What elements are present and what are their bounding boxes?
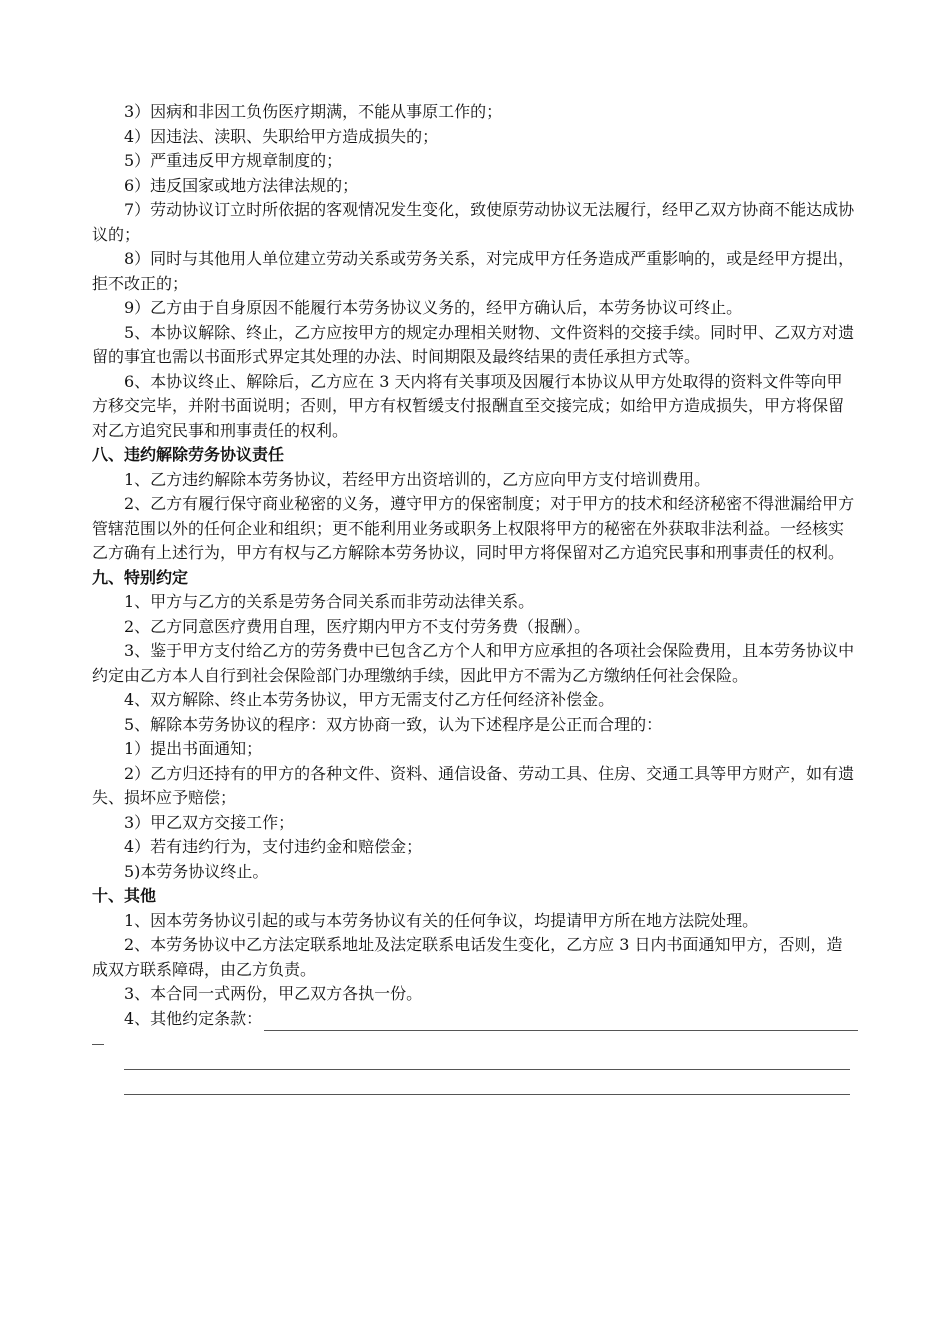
- clause-item: 9）乙方由于自身原因不能履行本劳务协议义务的，经甲方确认后，本劳务协议可终止。: [124, 298, 743, 317]
- other-terms-blank-line[interactable]: [264, 1012, 858, 1031]
- clause-item: 1、甲方与乙方的关系是劳务合同关系而非劳动法律关系。: [124, 592, 535, 611]
- clause-item: 3、本合同一式两份，甲乙双方各执一份。: [124, 984, 423, 1003]
- other-terms-blank-line[interactable]: [124, 1070, 850, 1095]
- clause-item: 3、鉴于甲方支付给乙方的劳务费中已包含乙方个人和甲方应承担的各项社会保险费用，且本劳务协议中约定由乙方本人自行到社会保险部门办理缴纳手续，因此甲方不需为乙方缴纳任何社会保险。: [92, 641, 855, 685]
- clause-item: 5）严重违反甲方规章制度的；: [124, 151, 343, 170]
- section-heading: 九、特别约定: [92, 567, 189, 587]
- intro-paragraphs: [92, 100, 858, 443]
- clause-item: 5、解除本劳务协议的程序：双方协商一致，认为下述程序是公正而合理的：: [124, 714, 663, 734]
- clause-item: 1、乙方违约解除本劳务协议，若经甲方出资培训的，乙方应向甲方支付培训费用。: [124, 469, 711, 489]
- section-10: [92, 884, 858, 1095]
- section-heading: 八、违约解除劳务协议责任: [92, 445, 285, 464]
- section-9: [92, 566, 858, 885]
- clause-item: 4、双方解除、终止本劳务协议，甲方无需支付乙方任何经济补偿金。: [124, 690, 615, 709]
- clause-item: 4）若有违约行为，支付违约金和赔偿金；: [124, 837, 423, 856]
- clause-item: 2、乙方有履行保守商业秘密的义务，遵守甲方的保密制度；对于甲方的技术和经济秘密不得泄漏给甲方管辖范围以外的任何企业和组织；更不能利用业务或职务上权限将甲方的秘密在外获取非法利益。一经核实乙方确有上述行为，甲方有权与乙方解除本劳务协议，同时甲方将保留对乙方追究民事和刑事责任的权利。: [92, 494, 855, 562]
- other-terms-blank-line[interactable]: [124, 1045, 850, 1070]
- clause-item: 7）劳动协议订立时所依据的客观情况发生变化，致使原劳动协议无法履行，经甲乙双方协商不能达成协议的；: [92, 200, 855, 244]
- clause-item: 1、因本劳务协议引起的或与本劳务协议有关的任何争议，均提请甲方所在地方法院处理。: [124, 910, 759, 930]
- clause-item: 3）甲乙双方交接工作；: [124, 812, 295, 832]
- other-terms-label: 4、其他约定条款：: [124, 1008, 263, 1028]
- clause-item: 4）因违法、渎职、失职给甲方造成损失的；: [124, 126, 439, 146]
- section-8: [92, 443, 858, 566]
- clause-item: 6、本协议终止、解除后，乙方应在 3 天内将有关事项及因履行本协议从甲方处取得的资料文件等向甲方移交完毕，并附书面说明；否则，甲方有权暂缓支付报酬直至交接完成；如给甲方造成损失，甲方将保留对乙方追究民事和刑事责任的权利。: [92, 371, 845, 440]
- clause-item: 2）乙方归还持有的甲方的各种文件、资料、通信设备、劳动工具、住房、交通工具等甲方财产，如有遗失、损坏应予赔偿；: [92, 763, 855, 807]
- clause-item: 3）因病和非因工负伤医疗期满，不能从事原工作的；: [124, 102, 503, 121]
- clause-item: 6）违反国家或地方法律法规的；: [124, 175, 359, 195]
- clause-item: 1）提出书面通知；: [124, 739, 263, 758]
- clause-item: 8）同时与其他用人单位建立劳动关系或劳务关系，对完成甲方任务造成严重影响的，或是经甲方提出，拒不改正的；: [92, 249, 855, 293]
- section-heading: 十、其他: [92, 886, 157, 905]
- other-terms-row: [92, 1007, 858, 1032]
- wrap-dash: [92, 1031, 104, 1045]
- clause-item: 2、乙方同意医疗费用自理，医疗期内甲方不支付劳务费（报酬）。: [124, 616, 591, 636]
- clause-item: 5)本劳务协议终止。: [124, 861, 269, 881]
- clause-item: 2、本劳务协议中乙方法定联系地址及法定联系电话发生变化，乙方应 3 日内书面通知甲方，否则，造成双方联系障碍，由乙方负责。: [92, 935, 843, 979]
- clause-item: 5、本协议解除、终止，乙方应按甲方的规定办理相关财物、文件资料的交接手续。同时甲、乙双方对遗留的事宜也需以书面形式界定其处理的办法、时间期限及最终结果的责任承担方式等。: [92, 322, 855, 366]
